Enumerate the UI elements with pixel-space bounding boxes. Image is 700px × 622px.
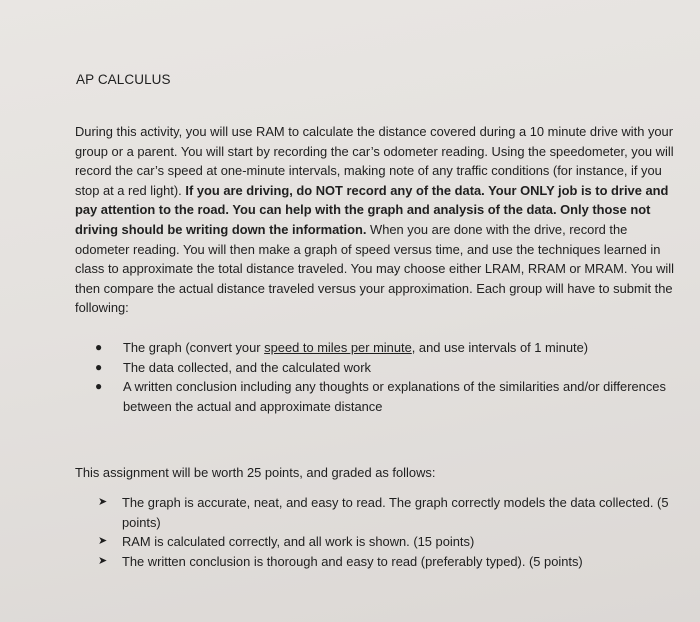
- list-item-text: The graph (convert your: [123, 340, 265, 355]
- instructions-paragraph: [75, 122, 675, 318]
- arrow-bullet-icon: ➤: [98, 554, 108, 567]
- arrow-bullet-icon: ➤: [98, 535, 108, 548]
- list-item-text: , and use intervals of 1 minute): [411, 340, 589, 355]
- page-title: AP CALCULUS: [76, 72, 171, 87]
- list-item: [95, 358, 675, 378]
- bullet-icon: ●: [95, 359, 103, 374]
- grading-item-text: RAM is calculated correctly, and all work is shown. (15 points): [122, 534, 475, 550]
- grading-item-text: The graph is accurate, neat, and easy to read. The graph correctly models the data collected. (5 points): [122, 495, 669, 530]
- list-item-text: The data collected, and the calculated work: [123, 359, 371, 375]
- bullet-icon: ●: [95, 340, 103, 354]
- submission-list: [95, 338, 675, 416]
- underlined-text: speed to miles per minute: [264, 340, 412, 355]
- arrow-bullet-icon: ➤: [98, 496, 108, 508]
- grading-list: [98, 493, 678, 571]
- list-item: [98, 493, 678, 532]
- grading-intro: This assignment will be worth 25 points, and graded as follows:: [75, 465, 436, 480]
- intro-text-1: During this activity, you will use RAM to calculate the distance covered during a 10 minute drive with your group or a parent. You will start by recording the car’s odometer reading. Using the speedometer, you will record the car’s speed at one-minute intervals, making note of any traffic conditions (for instance, if you stop at a red light).: [75, 124, 674, 198]
- intro-text-2: When you are done with the drive, record the odometer reading. You will then make a graph of speed versus time, and use the techniques learned in class to approximate the total distance traveled. You may choose either LRAM, RRAM or MRAM. You will then compare the actual distance traveled versus your approximation. Each group will have to submit the following:: [75, 221, 674, 316]
- driver-warning: If you are driving, do NOT record any of the data. Your ONLY job is to drive and pay attention to the road. You can help with the graph and analysis of the data. Only those not driving should be writing down the information.: [75, 182, 669, 237]
- bullet-icon: ●: [95, 379, 103, 394]
- list-item: [98, 532, 678, 552]
- list-item: [95, 338, 675, 358]
- list-item: [98, 552, 678, 572]
- list-item-text: A written conclusion including any thoughts or explanations of the similarities and/or differences between the actual and approximate distance: [123, 379, 666, 414]
- grading-item-text: The written conclusion is thorough and easy to read (preferably typed). (5 points): [122, 553, 583, 569]
- list-item: [95, 377, 675, 416]
